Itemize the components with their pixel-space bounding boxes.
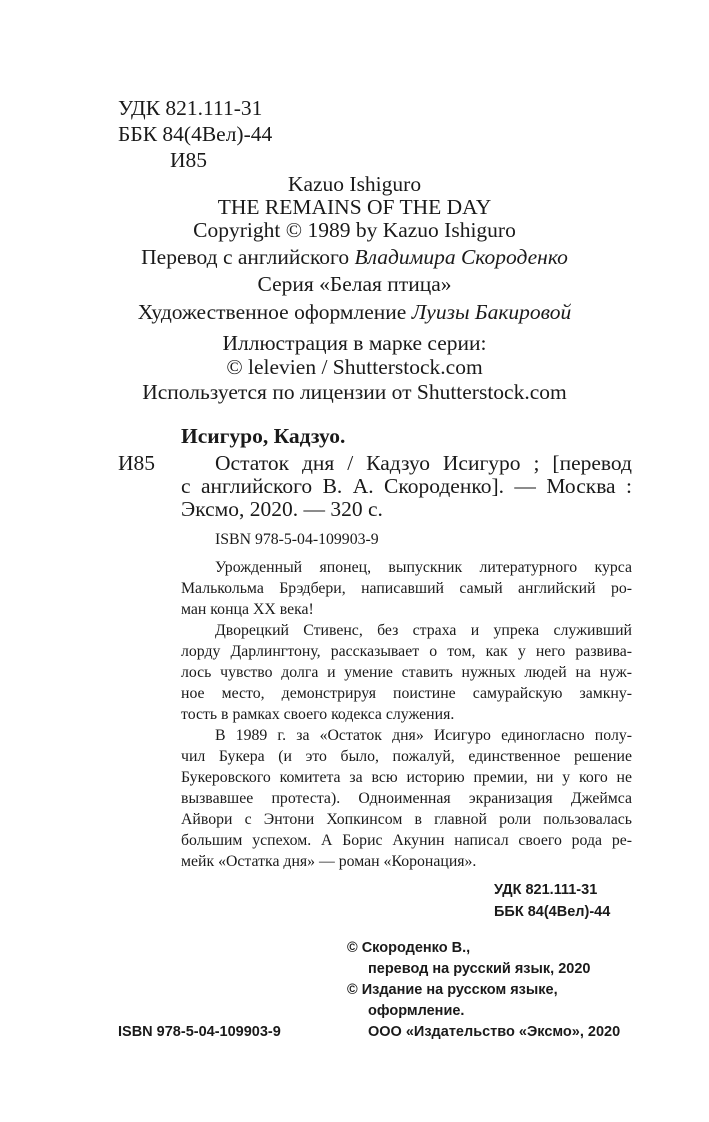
designer-name: Луизы Бакировой xyxy=(411,300,572,324)
udk-top: УДК 821.111-31 xyxy=(118,96,263,120)
series-name: Серия «Белая птица» xyxy=(257,272,452,296)
translator-name: Владимира Скороденко xyxy=(354,245,568,269)
annotation-line: Малькольма Брэдбери, написавший самый английский ро- xyxy=(181,580,632,597)
annotation-line: чил Букера (и это было, пожалуй, единственное решение xyxy=(181,748,632,765)
annotation-line: лорду Дарлингтону, рассказывает о том, как у него развива- xyxy=(181,643,632,660)
annotation-line: ман конца XX века! xyxy=(181,601,314,618)
annotation-line: Дворецкий Стивенс, без страха и упрека служивший xyxy=(215,622,632,639)
annotation-line: Букеровского комитета за всю историю премии, ни у кого не xyxy=(181,769,632,786)
original-author: Kazuo Ishiguro xyxy=(287,172,422,196)
illustration-line-2: © lelevien / Shutterstock.com xyxy=(226,355,483,379)
author-sign-top: И85 xyxy=(170,148,208,172)
annotation-line: ное место, демонстрируя поистине самурайскую замкну- xyxy=(181,685,632,702)
udk-bottom: УДК 821.111-31 xyxy=(494,882,598,898)
annotation-line: В 1989 г. за «Остаток дня» Исигуро единогласно полу- xyxy=(215,727,632,744)
catalog-entry-line-1: Остаток дня / Кадзуо Исигуро ; [перевод xyxy=(215,451,632,475)
copyright-line-2: перевод на русский язык, 2020 xyxy=(368,961,591,977)
annotation-line: вызвавшее протеста). Одноименная экранизация Джеймса xyxy=(181,790,632,807)
annotation-line: Айвори с Энтони Хопкинсом в главной роли пользовалась xyxy=(181,811,632,828)
copyright-line-4: оформление. xyxy=(368,1003,465,1019)
original-copyright: Copyright © 1989 by Kazuo Ishiguro xyxy=(193,218,516,242)
copyright-line-1: © Скороденко В., xyxy=(347,940,471,956)
design-credit xyxy=(0,300,709,324)
catalog-isbn: ISBN 978-5-04-109903-9 xyxy=(215,531,379,548)
catalog-code: И85 xyxy=(118,451,156,475)
catalog-entry-line-3: Эксмо, 2020. — 320 с. xyxy=(181,497,383,521)
translation-credit xyxy=(0,245,709,269)
annotation-line: тость в рамках своего кодекса служения. xyxy=(181,706,455,723)
original-title: THE REMAINS OF THE DAY xyxy=(217,195,492,219)
license-line: Используется по лицензии от Shutterstock.com xyxy=(142,380,567,404)
translation-prefix: Перевод с английского xyxy=(141,245,350,269)
catalog-heading: Исигуро, Кадзуо. xyxy=(181,424,346,448)
design-prefix: Художественное оформление xyxy=(137,300,407,324)
bbk-bottom: ББК 84(4Вел)-44 xyxy=(494,904,611,920)
annotation-line: Урожденный японец, выпускник литературного курса xyxy=(215,559,632,576)
annotation-line: большим успехом. А Борис Акунин написал своего рода ре- xyxy=(181,832,632,849)
illustration-line-1: Иллюстрация в марке серии: xyxy=(222,331,487,355)
copyright-line-3: © Издание на русском языке, xyxy=(347,982,558,998)
catalog-entry-line-2: с английского В. А. Скороденко]. — Москва : xyxy=(181,474,632,498)
annotation-line: лось чувство долга и умение ставить нужных людей на нуж- xyxy=(181,664,632,681)
isbn-bottom: ISBN 978-5-04-109903-9 xyxy=(118,1024,281,1040)
bbk-top: ББК 84(4Вел)-44 xyxy=(118,122,273,146)
annotation-line: мейк «Остатка дня» — роман «Коронация». xyxy=(181,853,477,870)
copyright-line-5: ООО «Издательство «Эксмо», 2020 xyxy=(368,1024,621,1040)
